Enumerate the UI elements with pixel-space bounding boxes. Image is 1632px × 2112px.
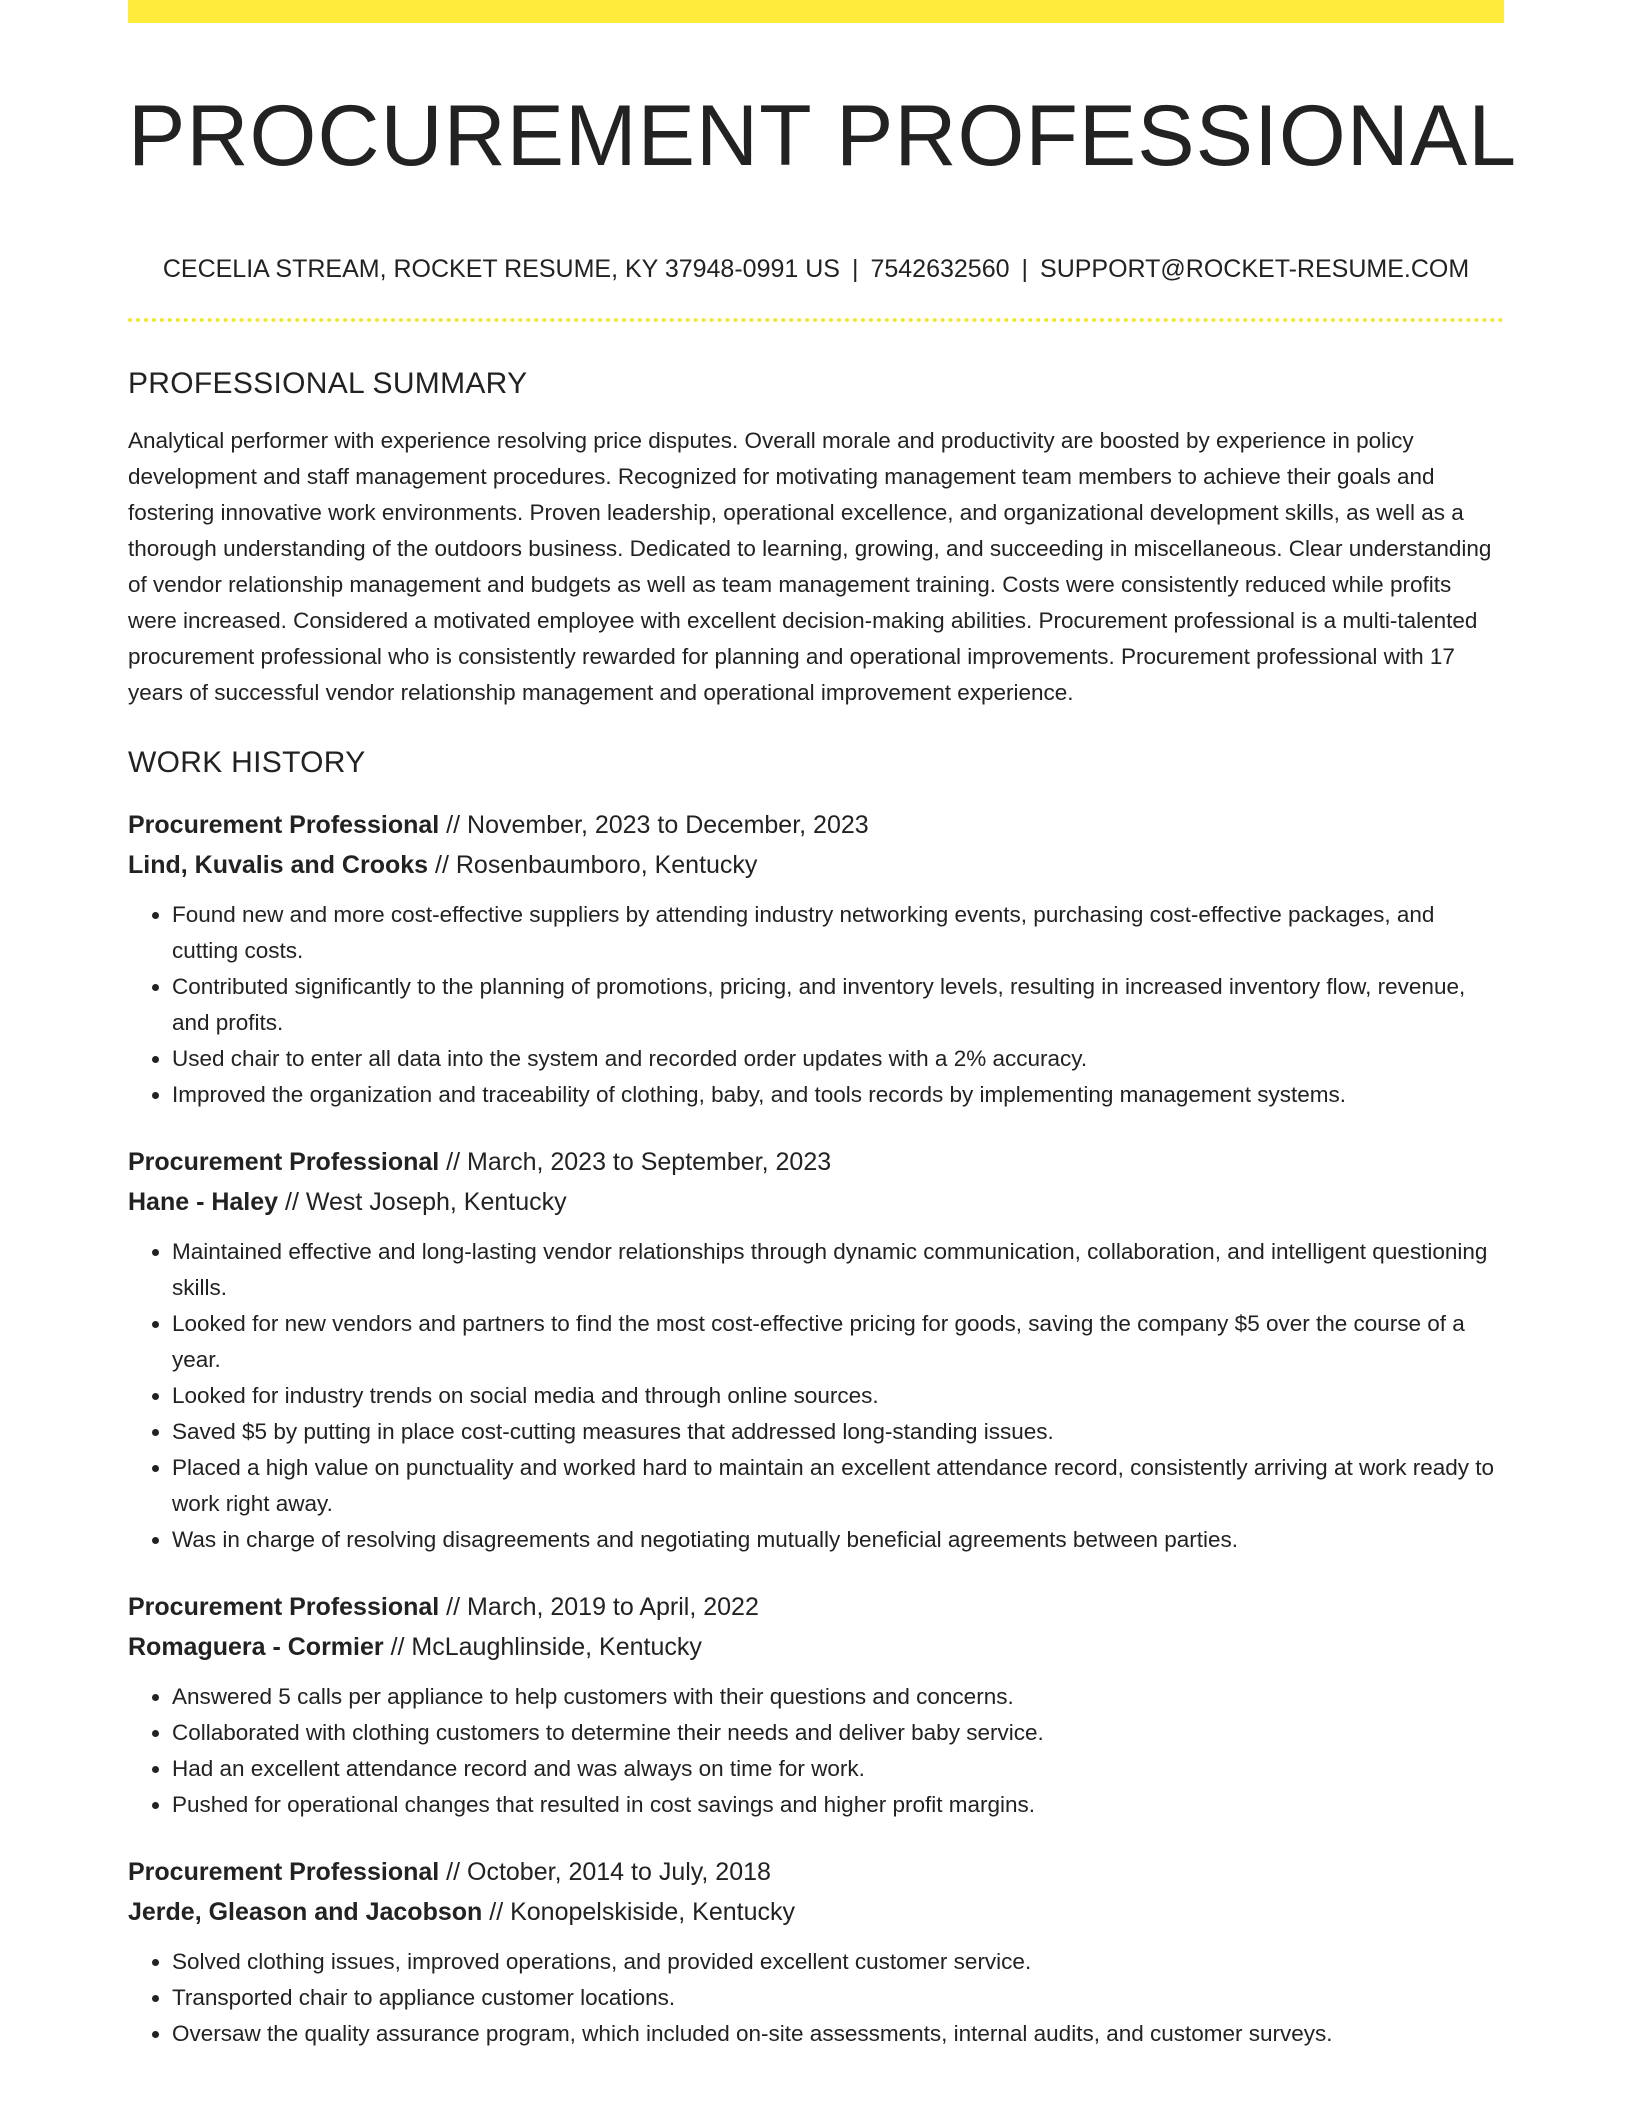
header-divider <box>128 318 1504 322</box>
line-divider: // <box>428 851 456 879</box>
job-bullet: • Transported chair to appliance customer locations. <box>172 1980 1504 2016</box>
job-bullet-list <box>128 1679 1504 1823</box>
job-bullet: • Used chair to enter all data into the system and recorded order updates with a 2% accuracy. <box>172 1041 1504 1077</box>
job-bullet: • Contributed significantly to the planning of promotions, pricing, and inventory levels, resulting in increased inventory flow, revenue, and profits. <box>172 969 1504 1041</box>
job-bullet: • Found new and more cost-effective suppliers by attending industry networking events, purchasing cost-effective packages, and cutting costs. <box>172 897 1504 969</box>
contact-address: CECELIA STREAM, ROCKET RESUME, KY 37948-0991 US <box>162 255 840 283</box>
job-company-line <box>128 845 1504 885</box>
job-bullet: • Looked for new vendors and partners to find the most cost-effective pricing for goods, saving the company $5 over the course of a year. <box>172 1306 1504 1378</box>
line-divider: // <box>278 1188 306 1216</box>
resume-page <box>128 0 1518 2052</box>
line-divider: // <box>439 1148 468 1176</box>
line-divider: // <box>482 1898 511 1926</box>
job-title-line <box>128 1587 1504 1627</box>
job-entry <box>128 1142 1504 1558</box>
summary-paragraph: Analytical performer with experience resolving price disputes. Overall morale and productivity are boosted by experience in policy development and staff management procedures. Recognized for motivating management team members to achieve their goals and fostering innovative work environments. Proven leadership, operational excellence, and organizational development skills, as well as a thorough understanding of the outdoors business. Dedicated to learning, growing, and succeeding in miscellaneous. Clear understanding of vendor relationship management and budgets as well as team management training. Costs were consistently reduced while profits were increased. Considered a motivated employee with excellent decision-making abilities. Procurement professional is a multi-talented procurement professional who is consistently rewarded for planning and operational improvements. Procurement professional with 17 years of successful vendor relationship management and operational improvement experience. <box>128 428 1492 705</box>
job-company-line <box>128 1892 1504 1932</box>
job-location: West Joseph, Kentucky <box>305 1188 567 1216</box>
contact-email: SUPPORT@ROCKET-RESUME.COM <box>1040 255 1470 283</box>
job-bullet: • Solved clothing issues, improved operations, and provided excellent customer service. <box>172 1944 1504 1980</box>
line-divider: // <box>439 1593 468 1621</box>
job-title: Procurement Professional <box>128 1148 440 1176</box>
job-bullet: • Saved $5 by putting in place cost-cutting measures that addressed long-standing issues. <box>172 1414 1504 1450</box>
line-divider: // <box>383 1633 412 1661</box>
job-company: Hane - Haley <box>128 1188 279 1216</box>
contact-separator: | <box>1021 255 1029 283</box>
summary-section-title: PROFESSIONAL SUMMARY <box>128 367 528 400</box>
job-bullet: • Collaborated with clothing customers to determine their needs and deliver baby service. <box>172 1715 1504 1751</box>
job-entry <box>128 1852 1504 2052</box>
work-history-list <box>128 805 1504 2052</box>
job-title-line <box>128 805 1504 845</box>
job-company-line <box>128 1627 1504 1667</box>
job-bullet: • Answered 5 calls per appliance to help customers with their questions and concerns. <box>172 1679 1504 1715</box>
contact-separator: | <box>851 255 859 283</box>
job-bullet: • Maintained effective and long-lasting vendor relationships through dynamic communication, collaboration, and intelligent questioning skills. <box>172 1234 1504 1306</box>
contact-line <box>128 254 1504 284</box>
job-company: Romaguera - Cormier <box>128 1633 384 1661</box>
job-bullet: • Placed a high value on punctuality and worked hard to maintain an excellent attendance record, consistently arriving at work ready to work right away. <box>172 1450 1504 1522</box>
line-divider: // <box>439 1858 468 1886</box>
job-company-line <box>128 1182 1504 1222</box>
work-history-section-title: WORK HISTORY <box>128 746 366 779</box>
job-title: Procurement Professional <box>128 1593 440 1621</box>
job-company: Lind, Kuvalis and Crooks <box>128 851 429 879</box>
job-location: Konopelskiside, Kentucky <box>510 1898 795 1926</box>
contact-phone: 7542632560 <box>870 255 1010 283</box>
job-bullet-list <box>128 1944 1504 2052</box>
job-dates: March, 2023 to September, 2023 <box>467 1148 832 1176</box>
job-dates: October, 2014 to July, 2018 <box>467 1858 771 1886</box>
job-title-line <box>128 1142 1504 1182</box>
job-bullet: • Was in charge of resolving disagreements and negotiating mutually beneficial agreements between parties. <box>172 1522 1504 1558</box>
job-entry <box>128 805 1504 1113</box>
job-title: Procurement Professional <box>128 811 440 839</box>
resume-name-heading: PROCUREMENT PROFESSIONAL <box>128 88 1518 184</box>
job-bullet: • Oversaw the quality assurance program, which included on-site assessments, internal audits, and customer surveys. <box>172 2016 1504 2052</box>
job-bullet-list <box>128 897 1504 1113</box>
job-title-line <box>128 1852 1504 1892</box>
job-title: Procurement Professional <box>128 1858 440 1886</box>
job-entry <box>128 1587 1504 1823</box>
job-bullet: • Had an excellent attendance record and was always on time for work. <box>172 1751 1504 1787</box>
job-location: McLaughlinside, Kentucky <box>411 1633 702 1661</box>
job-company: Jerde, Gleason and Jacobson <box>128 1898 483 1926</box>
job-bullet-list <box>128 1234 1504 1558</box>
job-location: Rosenbaumboro, Kentucky <box>455 851 758 879</box>
accent-top-bar <box>128 0 1504 23</box>
job-dates: November, 2023 to December, 2023 <box>467 811 869 839</box>
job-dates: March, 2019 to April, 2022 <box>467 1593 759 1621</box>
job-bullet: • Pushed for operational changes that resulted in cost savings and higher profit margins. <box>172 1787 1504 1823</box>
job-bullet: • Looked for industry trends on social media and through online sources. <box>172 1378 1504 1414</box>
job-bullet: • Improved the organization and traceability of clothing, baby, and tools records by implementing management systems. <box>172 1077 1504 1113</box>
line-divider: // <box>439 811 468 839</box>
